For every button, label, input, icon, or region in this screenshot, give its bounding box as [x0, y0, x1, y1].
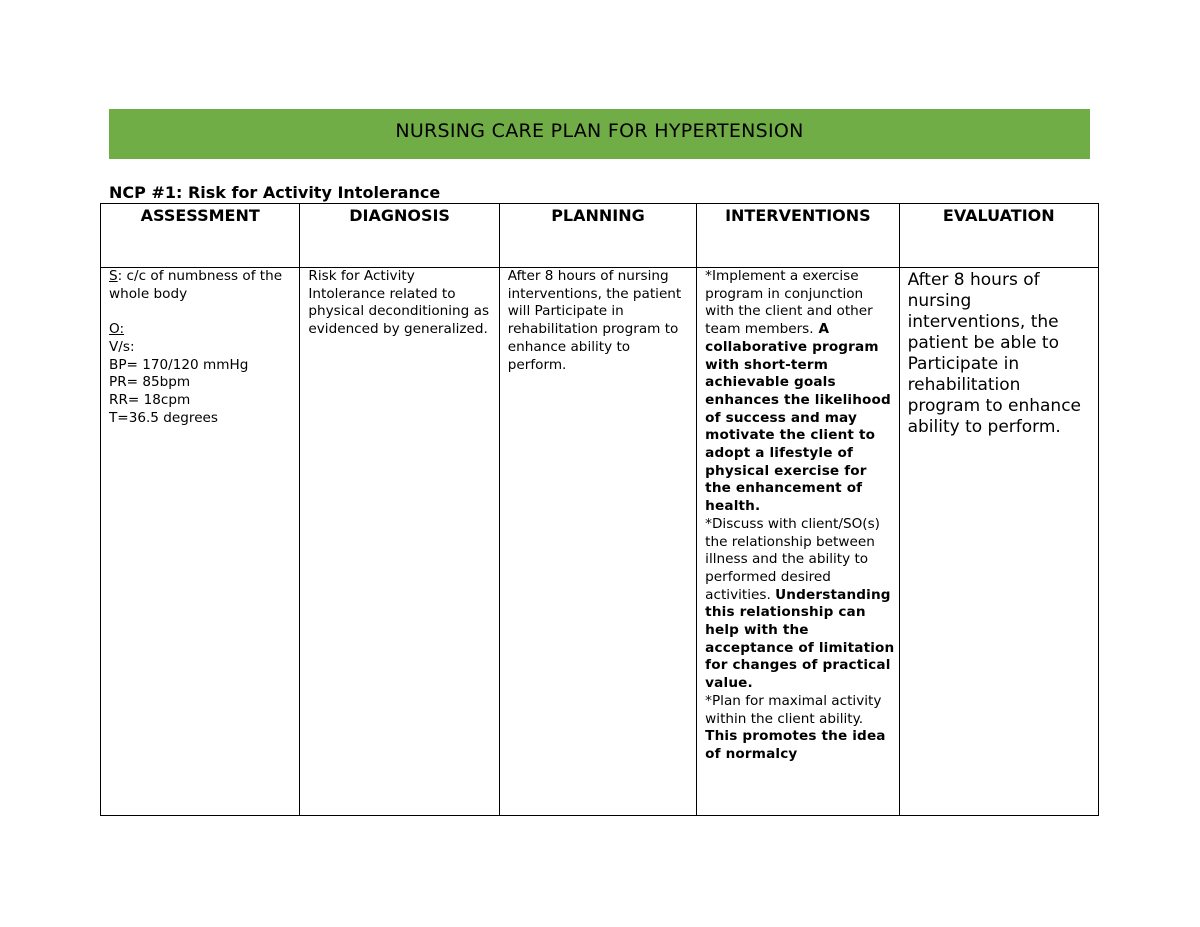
- subjective-label: S: [109, 268, 118, 284]
- blood-pressure: BP= 170/120 mmHg: [109, 356, 249, 373]
- header-interventions: INTERVENTIONS: [697, 204, 899, 268]
- assessment-cell: [101, 268, 300, 816]
- subjective-text: : c/c of numbness of the whole body: [109, 268, 283, 302]
- planning-cell: [499, 268, 696, 816]
- table-row: [101, 268, 1099, 816]
- respiratory-rate: RR= 18cpm: [109, 391, 191, 408]
- header-row: [101, 204, 1099, 268]
- evaluation-text: After 8 hours of nursing interventions, the patient be able to Participate in rehabilitation program to enhance ability to perform.: [907, 270, 1082, 437]
- header-planning: PLANNING: [499, 204, 696, 268]
- pulse-rate: PR= 85bpm: [109, 374, 191, 391]
- evaluation-cell: [899, 268, 1098, 816]
- diagnosis-text: Risk for Activity Intolerance related to physical deconditioning as evidenced by generalized.: [308, 268, 490, 338]
- intervention-1-text: *Implement a exercise program in conjunction with the client and other team members.: [705, 268, 873, 338]
- care-plan-table: [100, 203, 1099, 816]
- intervention-2: [705, 516, 894, 693]
- vital-signs-label: V/s:: [109, 338, 135, 355]
- header-evaluation: EVALUATION: [899, 204, 1098, 268]
- intervention-2-rationale: Understanding this relationship can help with the acceptance of limitation for changes of practical value.: [705, 586, 895, 692]
- intervention-2-text: *Discuss with client/SO(s) the relationship between illness and the ability to performed desired activities.: [705, 515, 880, 603]
- diagnosis-cell: [300, 268, 499, 816]
- subjective-data: [109, 268, 295, 303]
- intervention-3: [705, 693, 894, 764]
- planning-text: After 8 hours of nursing interventions, the patient will Participate in rehabilitation program to enhance ability to perform.: [507, 268, 682, 373]
- objective-label: O:: [109, 321, 125, 338]
- header-assessment: ASSESSMENT: [101, 204, 300, 268]
- ncp-heading: NCP #1: Risk for Activity Intolerance: [109, 183, 441, 202]
- intervention-1: [705, 268, 894, 516]
- intervention-3-text: *Plan for maximal activity within the client ability.: [705, 692, 882, 727]
- intervention-3-rationale: This promotes the idea of normalcy: [705, 728, 886, 762]
- title-banner: [109, 109, 1090, 159]
- intervention-1-rationale: A collaborative program with short-term achievable goals enhances the likelihood of success and may motivate the client to adopt a lifestyle of physical exercise for the enhancement of health.: [705, 321, 891, 515]
- temperature: T=36.5 degrees: [109, 409, 219, 426]
- page-title: NURSING CARE PLAN FOR HYPERTENSION: [395, 120, 804, 142]
- header-diagnosis: DIAGNOSIS: [300, 204, 499, 268]
- interventions-cell: [697, 268, 899, 816]
